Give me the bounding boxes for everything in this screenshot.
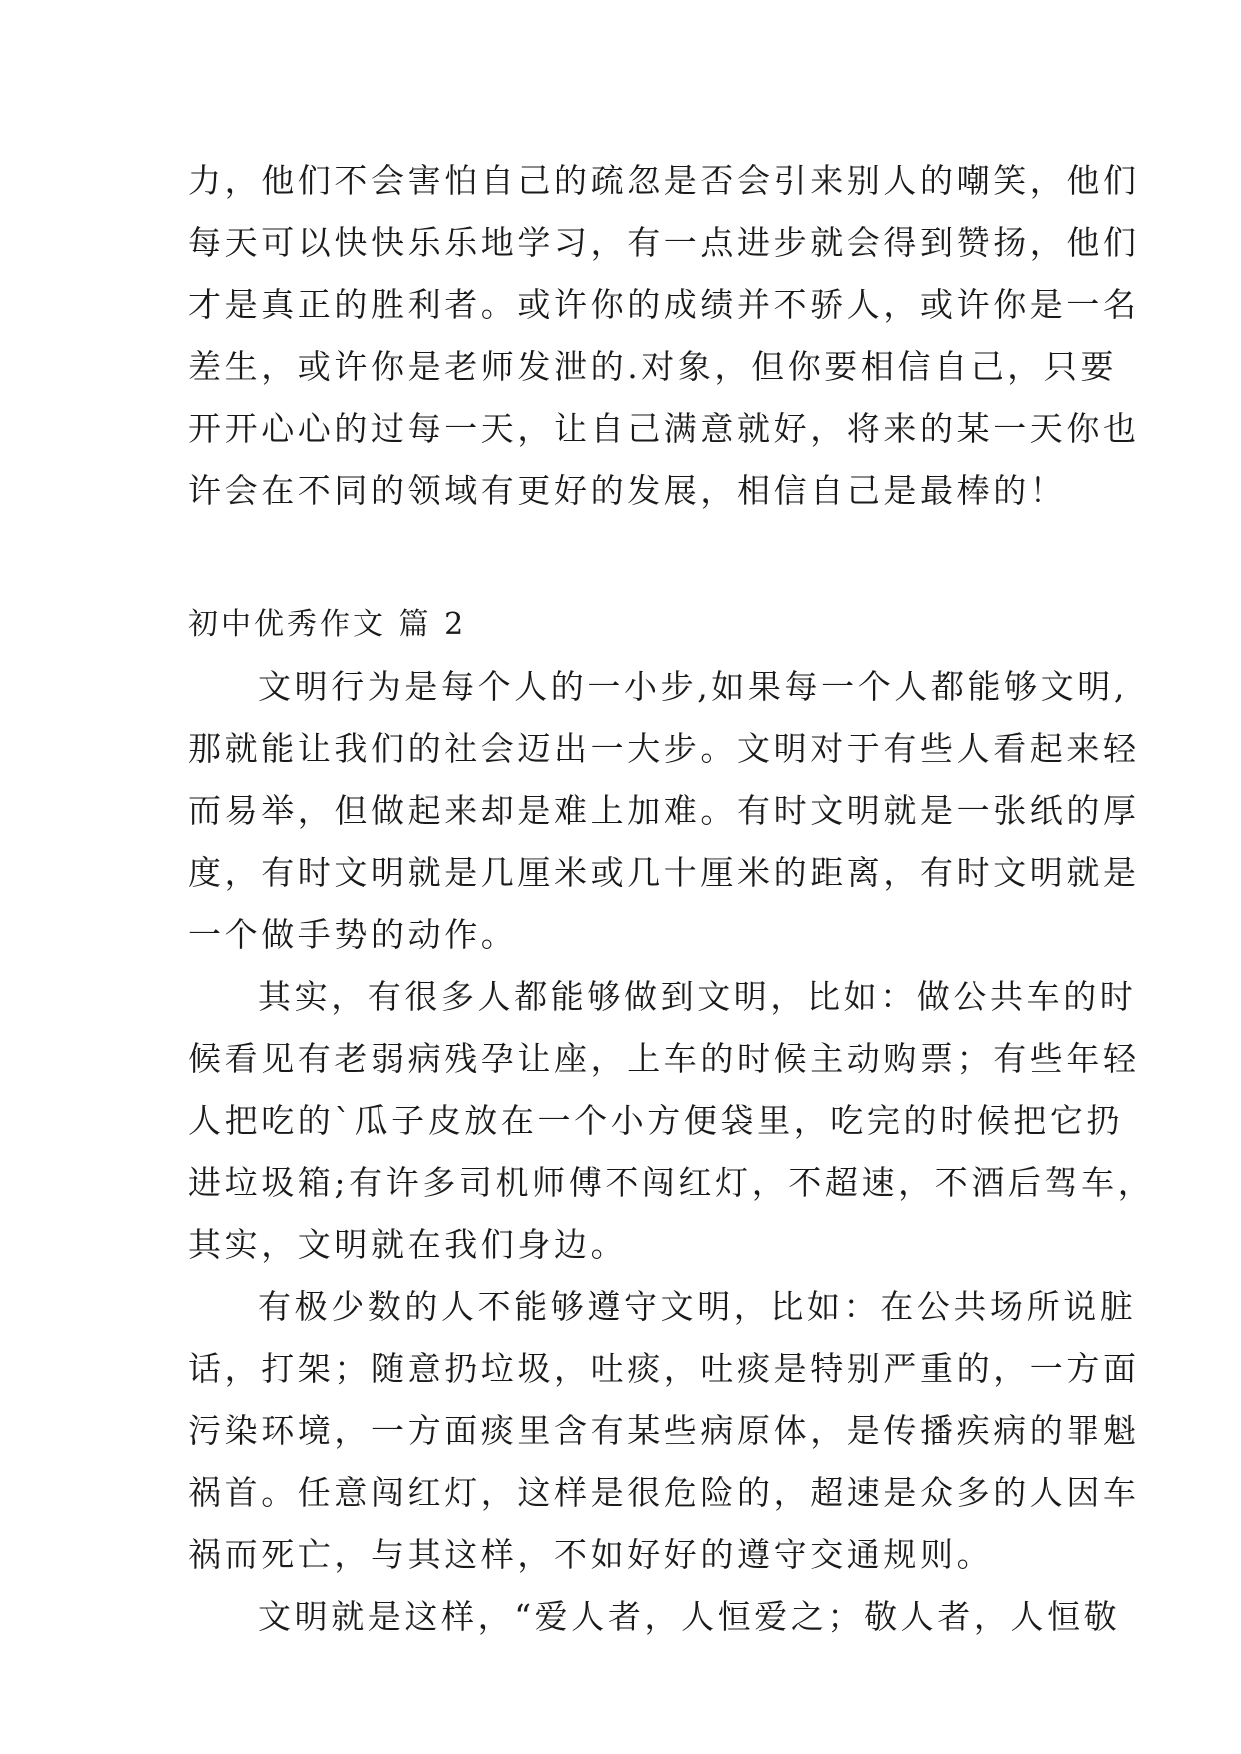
text-line: 有极少数的人不能够遵守文明，比如：在公共场所说脏 [258,1287,1137,1326]
text-line: 其实，有很多人都能够做到文明，比如：做公共车的时 [258,977,1137,1016]
section-heading: 初中优秀作文 篇 2 [188,607,467,642]
section-spacer [188,522,1048,594]
text-line: 话，打架；随意扔垃圾，吐痰，吐痰是特别严重的，一方面 [188,1349,1140,1388]
text-line: 文明行为是每个人的一小步,如果每一个人都能够文明, [258,667,1128,706]
text-line: 每天可以快快乐乐地学习，有一点进步就会得到赞扬，他们 [188,223,1140,262]
text-line: 候看见有老弱病残孕让座，上车的时候主动购票；有些年轻 [188,1039,1140,1078]
paragraph-4 [188,1586,1121,1648]
text-line: 污染环境，一方面痰里含有某些病原体，是传播疾病的罪魁 [188,1411,1140,1450]
text-line: 而易举，但做起来却是难上加难。有时文明就是一张纸的厚 [188,791,1140,830]
text-line: 差生，或许你是老师发泄的.对象，但你要相信自己，只要 [188,347,1118,386]
text-line: 度，有时文明就是几厘米或几十厘米的距离，有时文明就是 [188,853,1140,892]
text-line: 许会在不同的领域有更好的发展，相信自己是最棒的！ [188,471,1067,510]
text-line: 才是真正的胜利者。或许你的成绩并不骄人，或许你是一名 [188,285,1140,324]
paragraph-3 [188,1276,1140,1586]
text-line: 一个做手势的动作。 [188,915,518,954]
text-line: 开开心心的过每一天，让自己满意就好，将来的某一天你也 [188,409,1140,448]
paragraph-2 [188,966,1155,1276]
paragraph-1 [188,656,1140,966]
text-line: 其实，文明就在我们身边。 [188,1225,628,1264]
text-line: 人把吃的`瓜子皮放在一个小方便袋里，吃完的时候把它扔 [188,1101,1124,1140]
text-line: 文明就是这样，“爱人者，人恒爱之；敬人者，人恒敬 [258,1597,1121,1636]
text-line: 祸而死亡，与其这样，不如好好的遵守交通规则。 [188,1535,994,1574]
text-line: 那就能让我们的社会迈出一大步。文明对于有些人看起来轻 [188,729,1140,768]
text-line: 祸首。任意闯红灯，这样是很危险的，超速是众多的人因车 [188,1473,1140,1512]
document-page [188,150,1155,1648]
text-line: 进垃圾箱;有许多司机师傅不闯红灯，不超速，不酒后驾车， [188,1163,1155,1202]
text-line: 力，他们不会害怕自己的疏忽是否会引来别人的嘲笑，他们 [188,161,1140,200]
continued-paragraph [188,150,1140,522]
